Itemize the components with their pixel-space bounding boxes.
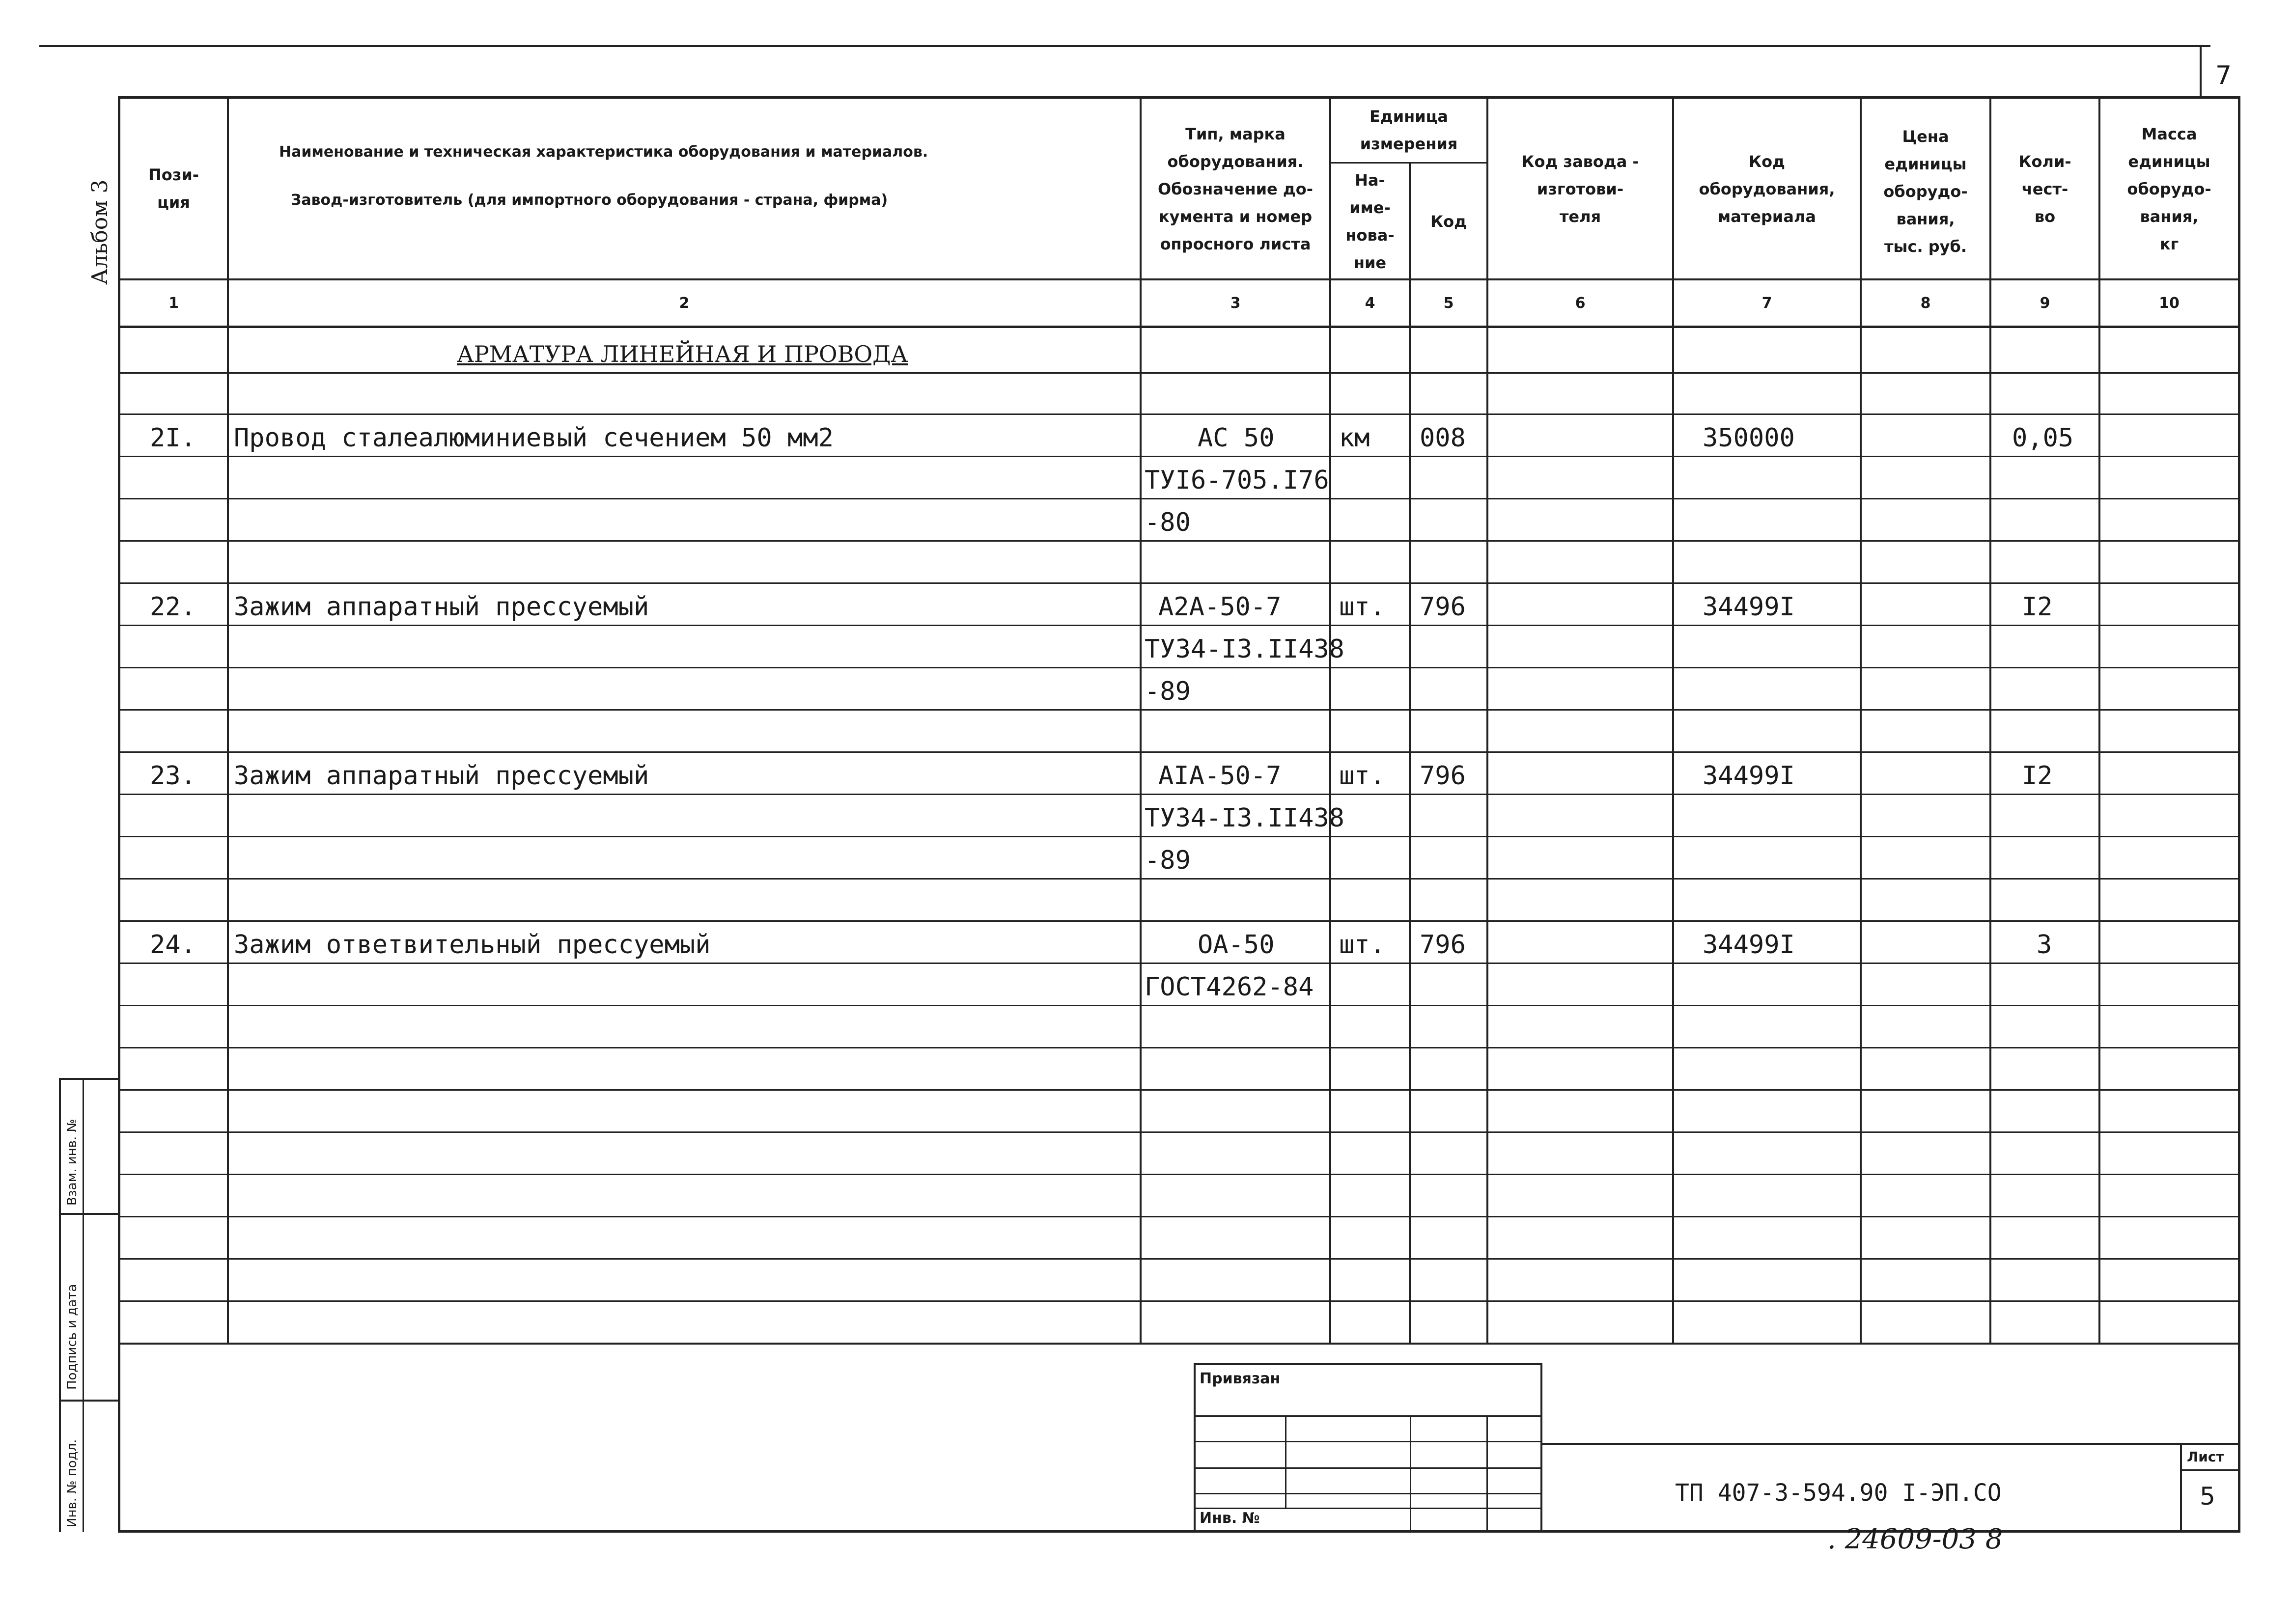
item-doc-cont: -89 — [1145, 846, 1191, 875]
item-doc: ГОСТ4262-84 — [1145, 972, 1314, 1002]
bound-label: Привязан — [1200, 1370, 1281, 1387]
album-label: Альбом 3 — [87, 179, 112, 285]
item-equipment-code: 34499I — [1703, 592, 1795, 622]
side-field-inv-podl: Инв. № подл. — [65, 1439, 80, 1527]
item-quantity: I2 — [2022, 761, 2053, 791]
side-field-border — [59, 1078, 61, 1532]
item-name: Зажим аппаратный прессуемый — [234, 592, 649, 622]
item-equipment-code: 34499I — [1703, 761, 1795, 791]
item-type: ОА-50 — [1198, 930, 1275, 960]
inv-number-label: Инв. № — [1200, 1510, 1260, 1527]
item-quantity: 0,05 — [2012, 423, 2074, 453]
header-name-line1: Наименование и техническая характеристика оборудования и материалов. — [279, 143, 928, 161]
header-unit-name: На- име- нова- ние — [1345, 170, 1395, 272]
item-position: 23. — [150, 761, 196, 791]
item-quantity: I2 — [2022, 592, 2053, 622]
col-num-2: 2 — [679, 295, 690, 312]
item-unit-code: 008 — [1420, 423, 1466, 453]
col-num-6: 6 — [1575, 295, 1586, 312]
header-name-line2: Завод-изготовитель (для импортного оборудования - страна, фирма) — [291, 192, 888, 209]
item-type: АIА-50-7 — [1158, 761, 1282, 791]
item-unit-code: 796 — [1420, 592, 1466, 622]
page-number: 7 — [2215, 61, 2232, 90]
item-type: А2А-50-7 — [1158, 592, 1282, 622]
page-number-divider — [2200, 47, 2202, 96]
col-num-10: 10 — [2159, 295, 2180, 312]
header-unit-code: Код — [1430, 212, 1467, 231]
frame-right — [2238, 96, 2240, 1533]
document-code: ТП 407-3-594.90 I-ЭП.СО — [1675, 1479, 2002, 1507]
item-unit: шт. — [1339, 592, 1385, 622]
item-unit: шт. — [1339, 930, 1385, 960]
col-num-5: 5 — [1443, 295, 1454, 312]
item-position: 2I. — [150, 423, 196, 453]
item-unit: км — [1339, 423, 1370, 453]
frame-top — [118, 96, 2240, 99]
sheet-label: Лист — [2187, 1449, 2224, 1465]
item-name: Провод сталеалюминиевый сечением 50 мм2 — [234, 423, 834, 453]
item-quantity: 3 — [2037, 930, 2052, 960]
item-position: 22. — [150, 592, 196, 622]
sheet-number: 5 — [2200, 1482, 2215, 1511]
top-border — [39, 45, 2210, 47]
col-num-8: 8 — [1920, 295, 1931, 312]
col-num-1: 1 — [168, 295, 179, 312]
item-position: 24. — [150, 930, 196, 960]
header-manufacturer-code: Код завода - изготови- теля — [1521, 152, 1639, 226]
section-title: АРМАТУРА ЛИНЕЙНАЯ И ПРОВОДА — [457, 341, 908, 367]
item-type: АС 50 — [1198, 423, 1275, 453]
header-price: Цена единицы оборудо- вания, тыс. руб. — [1883, 127, 1968, 256]
item-doc: ТУ34-I3.II438 — [1145, 803, 1344, 833]
col-num-4: 4 — [1365, 295, 1375, 312]
item-name: Зажим ответвительный прессуемый — [234, 930, 711, 960]
col-num-9: 9 — [2040, 295, 2050, 312]
header-equipment-code: Код оборудования, материала — [1699, 152, 1835, 226]
header-quantity: Коли- чест- во — [2018, 152, 2071, 226]
archive-number: . 24609-03 8 — [1827, 1523, 2003, 1555]
item-unit-code: 796 — [1420, 930, 1466, 960]
col-num-7: 7 — [1761, 295, 1772, 312]
header-unit-group: Единица измерения — [1360, 107, 1458, 153]
item-doc: ТУI6-705.I76 — [1145, 466, 1329, 495]
item-doc-cont: -80 — [1145, 508, 1191, 537]
item-equipment-code: 350000 — [1703, 423, 1795, 453]
header-type: Тип, марка оборудования. Обозначение до- кумента и номер опросного листа — [1158, 125, 1313, 253]
item-unit-code: 796 — [1420, 761, 1466, 791]
item-doc: ТУ34-I3.II438 — [1145, 634, 1344, 664]
item-equipment-code: 34499I — [1703, 930, 1795, 960]
item-doc-cont: -89 — [1145, 677, 1191, 706]
side-field-vzam-inv: Взам. инв. № — [65, 1119, 80, 1206]
col-num-3: 3 — [1230, 295, 1241, 312]
item-name: Зажим аппаратный прессуемый — [234, 761, 649, 791]
header-position: Пози- ция — [148, 165, 199, 212]
item-unit: шт. — [1339, 761, 1385, 791]
header-mass: Масса единицы оборудо- вания, кг — [2127, 125, 2211, 253]
side-field-signature-date: Подпись и дата — [65, 1284, 80, 1390]
